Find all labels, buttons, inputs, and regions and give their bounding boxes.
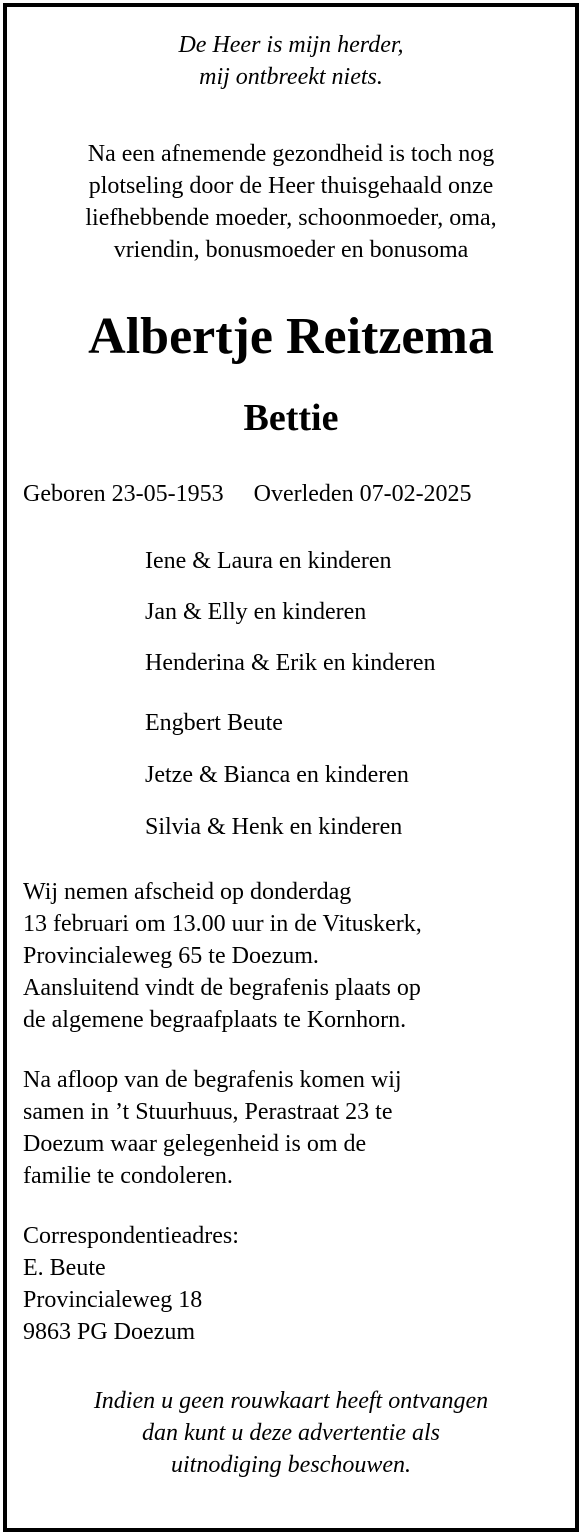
deceased-nickname: Bettie bbox=[243, 397, 339, 439]
intro-line: plotseling door de Heer thuisgehaald onze bbox=[88, 173, 494, 199]
funeral-line: Provincialeweg 65 te Doezum. bbox=[23, 943, 319, 969]
closing-line: Indien u geen rouwkaart heeft ontvangen bbox=[93, 1388, 489, 1414]
intro-line: Na een afnemende gezondheid is toch nog bbox=[87, 141, 495, 167]
death-date: Overleden 07-02-2025 bbox=[253, 481, 472, 507]
closing-line: dan kunt u deze advertentie als bbox=[142, 1420, 440, 1446]
family-member: Engbert Beute bbox=[145, 710, 283, 736]
family-member: Jan & Elly en kinderen bbox=[145, 599, 367, 625]
address-line: Correspondentieadres: bbox=[23, 1223, 239, 1249]
gathering-line: samen in ’t Stuurhuus, Perastraat 23 te bbox=[23, 1099, 393, 1125]
funeral-line: 13 februari om 13.00 uur in de Vituskerk, bbox=[23, 911, 422, 937]
family-member: Iene & Laura en kinderen bbox=[145, 548, 392, 574]
funeral-line: Aansluitend vindt de begrafenis plaats op bbox=[23, 975, 421, 1001]
family-member: Jetze & Bianca en kinderen bbox=[145, 762, 409, 788]
gathering-paragraph bbox=[23, 1064, 567, 1192]
deceased-name: Albertje Reitzema bbox=[88, 308, 494, 365]
address-line: 9863 PG Doezum bbox=[23, 1319, 195, 1345]
funeral-paragraph bbox=[23, 876, 567, 1036]
gathering-line: familie te condoleren. bbox=[23, 1163, 233, 1189]
gathering-line: Na afloop van de begrafenis komen wij bbox=[23, 1067, 402, 1093]
closing-note bbox=[7, 1385, 575, 1481]
family-member: Silvia & Henk en kinderen bbox=[145, 814, 403, 840]
closing-line: uitnodiging beschouwen. bbox=[171, 1452, 411, 1478]
family-member: Henderina & Erik en kinderen bbox=[145, 650, 436, 676]
intro-line: vriendin, bonusmoeder en bonusoma bbox=[113, 237, 469, 263]
verse-line: De Heer is mijn herder, bbox=[178, 32, 404, 58]
obituary-card bbox=[3, 3, 579, 1532]
address-line: E. Beute bbox=[23, 1255, 106, 1281]
funeral-line: de algemene begraafplaats te Kornhorn. bbox=[23, 1007, 407, 1033]
address-line: Provincialeweg 18 bbox=[23, 1287, 203, 1313]
funeral-line: Wij nemen afscheid op donderdag bbox=[23, 879, 352, 905]
birth-date: Geboren 23-05-1953 bbox=[23, 481, 224, 507]
dates-line bbox=[23, 478, 575, 510]
gathering-line: Doezum waar gelegenheid is om de bbox=[23, 1131, 367, 1157]
verse-line: mij ontbreekt niets. bbox=[199, 64, 383, 90]
intro-line: liefhebbende moeder, schoonmoeder, oma, bbox=[85, 205, 497, 231]
correspondence-address bbox=[23, 1220, 567, 1348]
